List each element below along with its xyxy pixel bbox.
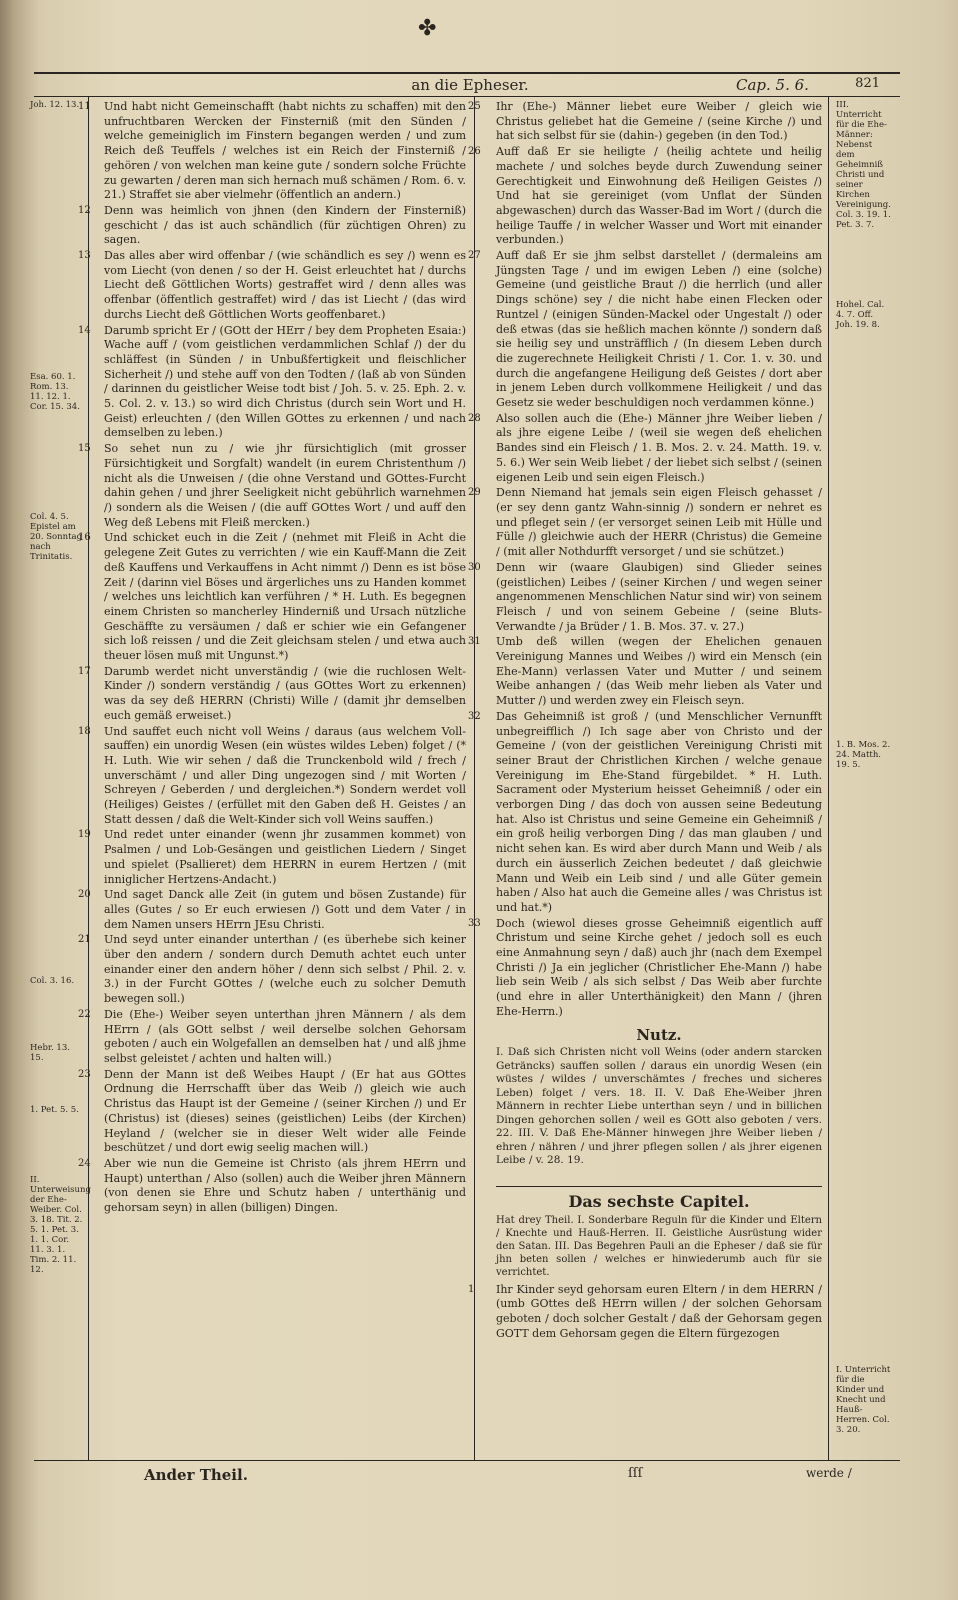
verse: [78, 100, 466, 203]
margin-note-right: III. Unterricht für die Ehe-Männer: Nebenst dem Geheimniß Christi und seiner Kirchen Vereinigung. Col. 3. 19. 1. Pet. 3. 7.: [836, 100, 891, 230]
verse: [468, 486, 822, 560]
catchword: werde /: [806, 1466, 852, 1480]
verse-number: 24: [78, 1157, 91, 1169]
verse-6-1: [468, 1282, 822, 1342]
verse-text: Das alles aber wird offenbar / (wie schändlich es sey /) wenn es vom Liecht (von denen / so der H. Geist erleuchtet hat / durchs Liecht deß Göttlichen Worts) gestraffet wird / denn alles was offenbar (öffentlich gestraffet) wird / das ist Liecht / (das wird durchs Liecht deß Göttlichen Worts geoffenbaret.): [104, 249, 466, 321]
verse-text: Ihr (Ehe-) Männer liebet eure Weiber / gleich wie Christus geliebet hat die Gemeine / (seine Kirche /) und hat sich selbst für sie (dahin-) gegeben (in den Tod.): [496, 100, 822, 143]
verse: [468, 411, 822, 486]
verse-text: Auff daß Er sie jhm selbst darstellet / (dermaleins am Jüngsten Tage / und im ewigen Leben /) eine (solche) Gemeine (und geistliche Braut /) die herrlich (und aller Dings schöne) sey / die nicht habe einen Flecken oder Runtzel / (einigen Sünden-Mackel oder Ungestalt /) oder deß etwas (das sie heßlich machen könnte /) sondern daß sie heilig sey und unsträfflich / (In diesem Leben durch die zugerechnete Heiligkeit Christi / 1. Cor. 1. v. 30. und durch die angefangene Heiligung deß Geistes / dort aber in jenem Leben durch vollkommene Heiligkeit / und das Gesetz sie weder beschuldigen noch verdammen könne.): [496, 249, 822, 410]
verse-text: Und schicket euch in die Zeit / (nehmet mit Fleiß in Acht die gelegene Zeit Gutes zu verrichten / wie ein Kauff-Mann die Zeit deß Kauffens und Verkauffens in Acht nimmt /) Denn es ist böse Zeit / (darinn viel Böses und ärgerliches uns zu Handen kommet / welches uns leichtlich kan verführen / * H. Luth. Es begegnen einem Christen so mancherley Hinderniß und Ursach nützliche Geschäffte zu versäumen / daß er schier wie ein Gefangener sich loß reissen / und die Zeit gleichsam stelen / und etwa auch theuer lösen muß mit Ungunst.*): [104, 531, 466, 663]
right-text-column: [468, 100, 822, 1452]
nutz-text: I. Daß sich Christen nicht voll Weins (oder andern starcken Geträncks) sauffen sollen / daraus ein unordig Wesen (ein wüstes / wildes / unverschämtes / freches und sicheres Leben) folget / vers. 18. II. V. Daß Ehe-Weiber jhren Männern in rechter Liebe unterthan seyn / und in billichen Dingen gehorchen sollen / weil es GOtt also geboten / vers. 22. III. V. Daß Ehe-Männer hinwegen jhre Weiber lieben / ehren / nähren / und jhrer pflegen sollen / als jhrer eigenen Leibe / v. 28. 19.: [496, 1046, 822, 1167]
verse-number: 22: [78, 1008, 91, 1020]
verse-text: Und habt nicht Gemeinschafft (habt nichts zu schaffen) mit den unfruchtbaren Wercken der Finsterniß (mit den Sünden / welche gemeiniglich im Finstern begangen werden / und zum Reich deß Teuffels / welches ist ein Reich der Finsterniß / gehören / von welchen man keine gute / sondern solche Früchte zu gewarten / deren man sich hernach muß schämen / Rom. 6. v. 21.) Straffet sie aber vielmehr (öffentlich an andern.): [104, 100, 466, 202]
chapter-summary: Hat drey Theil. I. Sonderbare Reguln für die Kinder und Eltern / Knechte und Hauß-Herren. II. Geistliche Ausrüstung wider den Satan. III. Das Begehren Pauli an die Epheser / daß sie für jhn beten sollen / welches er hinwiederumb auch für sie verrichtet.: [496, 1214, 822, 1278]
verse-text: Denn wir (waare Glaubigen) sind Glieder seines (geistlichen) Leibes / (seiner Kirchen / und wegen seiner angenommenen Menschlichen Natur sind wir) von seinem Fleisch / und von seinem Gebeine / (seine Bluts-Verwandte / ja Brüder / 1. B. Mos. 37. v. 27.): [496, 560, 822, 633]
margin-note-left: Col. 4. 5. Epistel am 20. Sonntag nach Trinitatis.: [30, 512, 83, 562]
margin-note-right: 1. B. Mos. 2. 24. Matth. 19. 5.: [836, 740, 891, 770]
verse-number: 21: [78, 934, 91, 946]
verse: [78, 1067, 466, 1156]
verse-number: 20: [78, 889, 91, 901]
verse: [468, 709, 822, 916]
verse: [78, 249, 466, 323]
verse-number: 13: [78, 250, 91, 262]
ornament-icon: ✤: [418, 16, 437, 41]
verse-number: 30: [468, 561, 481, 573]
verse-text: So sehet nun zu / wie jhr fürsichtiglich (mit grosser Fürsichtigkeit und Sorgfalt) wandelt (in eurem Christenthum /) nicht als die Unweisen / (die ohne Verstand und GOttes-Furcht dahin gehen / und jhrer Seeligkeit nicht gebührlich warnehmen /) sondern als die Weisen / (die auff GOttes Wort / und auff den Weg deß Lebens mit Fleiß mercken.): [104, 442, 466, 529]
verse: [78, 664, 466, 724]
verse-text: Ihr Kinder seyd gehorsam euren Eltern / in dem HERRN / (umb GOttes deß HErrn willen / der solchen Gehorsam geboten / doch solcher Gestalt / daß der Gehorsam gegen GOTT dem Gehorsam gegen die Eltern fürgezogen: [496, 1282, 822, 1340]
verse-text: Doch (wiewol dieses grosse Geheimniß eigentlich auff Christum und seine Kirche gehet / jedoch soll es euch eine Anmahnung seyn / daß) auch jhr (nach dem Exempel Christi /) Ja ein jeglicher (Christlicher Ehe-Mann /) habe lieb sein Weib / als sich selbst / Das Weib aber furchte (und ehre in aller Unterthänigkeit) den Mann / (jhren Ehe-Herrn.): [496, 916, 822, 1018]
margin-note-left: 1. Pet. 5. 5.: [30, 1105, 79, 1115]
verse: [78, 323, 466, 442]
verse-number: 12: [78, 204, 91, 216]
verse: [78, 1156, 466, 1216]
margin-note-left: Hebr. 13. 15.: [30, 1043, 70, 1063]
verse-text: Darumb spricht Er / (GOtt der HErr / bey dem Propheten Esaia:) Wache auff / (vom geistlichen verdammlichen Schlaf /) der du schläffest (in Sünden / in Unbußfertigkeit und fleischlicher Sicherheit /) und stehe auff von den Todten / (laß ab von Sünden / darinnen du geistlicher Weise todt bist / Joh. 5. v. 25. Eph. 2. v. 5. Col. 2. v. 13.) so wird dich Christus (durch sein Wort und H. Geist) erleuchten / (den Willen GOttes zu erkennen / und nach demselben zu leben.): [104, 323, 466, 440]
verse-text: Aber wie nun die Gemeine ist Christo (als jhrem HErrn und Haupt) unterthan / Also (sollen) auch die Weiber jhren Männern (von denen sie Ehre und Schutz haben / unterthänig und gehorsam seyn) in allen (billigen) Dingen.: [104, 1156, 466, 1215]
verse: [468, 249, 822, 411]
page-number: 821: [855, 76, 880, 91]
verse-number: 33: [468, 917, 481, 929]
verse: [78, 724, 466, 828]
bottom-rule: [34, 1460, 900, 1461]
verse: [468, 560, 822, 635]
header-rule: [34, 96, 900, 97]
verse-text: Also sollen auch die (Ehe-) Männer jhre Weiber lieben / als jhre eigene Leibe / (weil sie wegen deß ehelichen Bandes sind ein Fleisch / 1. B. Mos. 2. v. 24. Matth. 19. v. 5. 6.) Wer sein Weib liebet / der liebet sich selbst / (seinen eigenen Leib und sein eigen Fleisch.): [496, 411, 822, 484]
verse-number: 31: [468, 636, 481, 648]
verse-number: 23: [78, 1068, 91, 1080]
verse: [468, 916, 822, 1020]
nutz-heading: Nutz.: [636, 1025, 682, 1044]
verse: [468, 100, 822, 144]
margin-note-left: Esa. 60. 1. Rom. 13. 11. 12. 1. Cor. 15. 34.: [30, 372, 80, 412]
signature-mark: ſſſ: [628, 1466, 643, 1481]
verse-text: Das Geheimniß ist groß / (und Menschlicher Vernunfft unbegreifflich /) Ich sage aber von Christo und der Gemeine / (von der geistlichen Vereinigung Christi mit seiner Braut der Christlichen Kirchen / welche genaue Vereinigung im Ehe-Stand fürgebildet. * H. Luth. Sacrament oder Mysterium heisset Geheimniß / oder ein verborgen Ding / das doch von aussen seine Bedeutung hat. Also ist Christus und seine Gemeine ein Geheimniß / ein groß heilig verborgen Ding / das man glauben / und nicht sehen kan. Es wird aber durch Mann und Weib / als durch ein äusserlich Zeichen bedeutet / daß gleichwie Mann und Weib ein Leib sind / und alle Güter gemein haben / Also hat auch die Gemeine alles / was Christus ist und hat.*): [496, 709, 822, 914]
right-verses: [468, 100, 822, 1020]
verse-text: Und redet unter einander (wenn jhr zusammen kommet) von Psalmen / und Lob-Gesängen und geistlichen Liedern / Singet und spielet (Psallieret) dem HERRN in eurem Hertzen / (mit inniglicher Hertzens-Andacht.): [104, 828, 466, 886]
chapter-label: Cap. 5. 6.: [736, 76, 809, 94]
verse-number: 19: [78, 829, 91, 841]
top-rule: [34, 72, 900, 74]
verse-text: Und sauffet euch nicht voll Weins / daraus (aus welchem Voll-sauffen) ein unordig Wesen (ein wüstes wildes Leben) folget / (* H. Luth. Wie wir sehen / daß die Trunckenbold wild / frech / unverschämt / und aller Ding ungezogen sind / mit Worten / Schreyen / Geberden / und dergleichen.*) Sondern werdet voll (Heiliges) Geistes / (erfüllet mit den Gaben deß H. Geistes / an Statt dessen / daß die Welt-Kinder sich voll Weins sauffen.): [104, 724, 466, 826]
left-margin-rule: [88, 96, 89, 1460]
verse-number: 25: [468, 101, 481, 112]
verse-number: 15: [78, 443, 91, 455]
verse: [78, 933, 466, 1007]
verse-number: 11: [78, 101, 91, 112]
running-title: an die Epheser.: [411, 76, 529, 94]
verse-text: Und saget Danck alle Zeit (in gutem und bösen Zustande) für alles (Gutes / so Er euch erwiesen /) Gott und dem Vater / in dem Namen unsers HErrn JEsu Christi.: [104, 888, 466, 931]
verse: [78, 531, 466, 663]
verse: [78, 828, 466, 887]
verse-text: Und seyd unter einander unterthan / (es überhebe sich keiner über den andern / sondern durch Demuth achtet euch unter einander einer den andern höher / denn sich selbst / Phil. 2. v. 3.) in der Furcht GOttes / (welche euch zu solcher Demuth bewegen soll.): [104, 933, 466, 1006]
verse-text: Denn der Mann ist deß Weibes Haupt / (Er hat aus GOttes Ordnung die Herrschafft über das Weib /) gleich wie auch Christus das Haupt ist der Gemeine / (seiner Kirchen /) und Er (Christus) ist (dieses) seines (geistlichen) Leibs (der Kirchen) Heyland / (welcher sie in dieser Welt wider alle Feinde beschützet / und dort ewig seelig machen will.): [104, 1067, 466, 1155]
margin-note-left: Col. 3. 16.: [30, 976, 75, 986]
verse: [78, 203, 466, 248]
verse-number: 14: [78, 324, 91, 336]
verse-number: 26: [468, 146, 481, 158]
verse-number: 16: [78, 532, 91, 544]
left-text-column: [78, 100, 466, 1452]
center-rule: [474, 96, 475, 1460]
right-margin-rule: [828, 96, 829, 1460]
verse-number: 17: [78, 665, 91, 677]
margin-note-right: I. Unterricht für die Kinder und Knecht und Hauß-Herren. Col. 3. 20.: [836, 1365, 891, 1435]
verse: [78, 888, 466, 932]
margin-note-left: Joh. 12. 13.: [30, 100, 80, 110]
margin-note-right: Hohel. Cal. 4. 7. Off. Joh. 19. 8.: [836, 300, 885, 330]
verse-text: Denn was heimlich von jhnen (den Kindern der Finsterniß) geschicht / das ist auch schändlich (für züchtigen Ohren) zu sagen.: [104, 203, 466, 247]
verse-text: Darumb werdet nicht unverständig / (wie die ruchlosen Welt-Kinder /) sondern verständig / (aus GOttes Wort zu erkennen) was da sey deß HERRN (Christi) Wille / (damit jhr demselben euch gemäß erweiset.): [104, 664, 466, 722]
verse-text: Umb deß willen (wegen der Ehelichen genauen Vereinigung Mannes und Weibes /) wird ein Mensch (ein Ehe-Mann) verlassen Vater und Mutter / und seinem Weibe anhangen / (das Weib mehr lieben als Vater und Mutter /) und werden zwey ein Fleisch seyn.: [496, 635, 822, 708]
verse: [468, 635, 822, 709]
verse-number: 27: [468, 250, 481, 262]
verse-number: 18: [78, 725, 91, 737]
chapter-title: Das sechste Capitel.: [496, 1186, 822, 1210]
verse-number: 28: [468, 412, 481, 424]
verse-number: 32: [468, 710, 481, 722]
verse: [78, 442, 466, 530]
verse-text: Denn Niemand hat jemals sein eigen Fleisch gehasset / (er sey denn gantz Wahn-sinnig /) sondern er nehret es und pfleget sein / (er versorget seinen Leib mit Hülle und Fülle /) gleichwie auch der HERR (Christus) die Gemeine / (mit aller Nothdurfft versorget / und sie schützet.): [496, 486, 822, 559]
margin-note-left: II. Unterweisung der Ehe-Weiber. Col. 3. 18. Tit. 2. 5. 1. Pet. 3. 1. 1. Cor. 11. 3. 1. Tim. 2. 11. 12.: [30, 1175, 91, 1275]
footer-part-label: Ander Theil.: [144, 1466, 248, 1484]
verse: [78, 1007, 466, 1067]
verse-text: Auff daß Er sie heiligte / (heilig achtete und heilig machete / und solches beyde durch Zuwendung seiner Gerechtigkeit und Einwohnung deß Heiligen Geistes /) Und hat sie gereiniget (vom Unflat der Sünden abgewaschen) durch das Wasser-Bad im Wort / (durch die heilige Tauffe / in welcher Wasser und Wort mit einander verbunden.): [496, 145, 822, 247]
verse-text: Die (Ehe-) Weiber seyen unterthan jhren Männern / als dem HErrn / (als GOtt selbst / weil derselbe solchen Gehorsam geboten / auch ein Wolgefallen an demselben hat / und alß jhme selbst geleistet / achten und halten will.): [104, 1007, 466, 1065]
verse: [468, 145, 822, 248]
verse-number: 1: [468, 1283, 475, 1295]
verse-number: 29: [468, 487, 481, 499]
